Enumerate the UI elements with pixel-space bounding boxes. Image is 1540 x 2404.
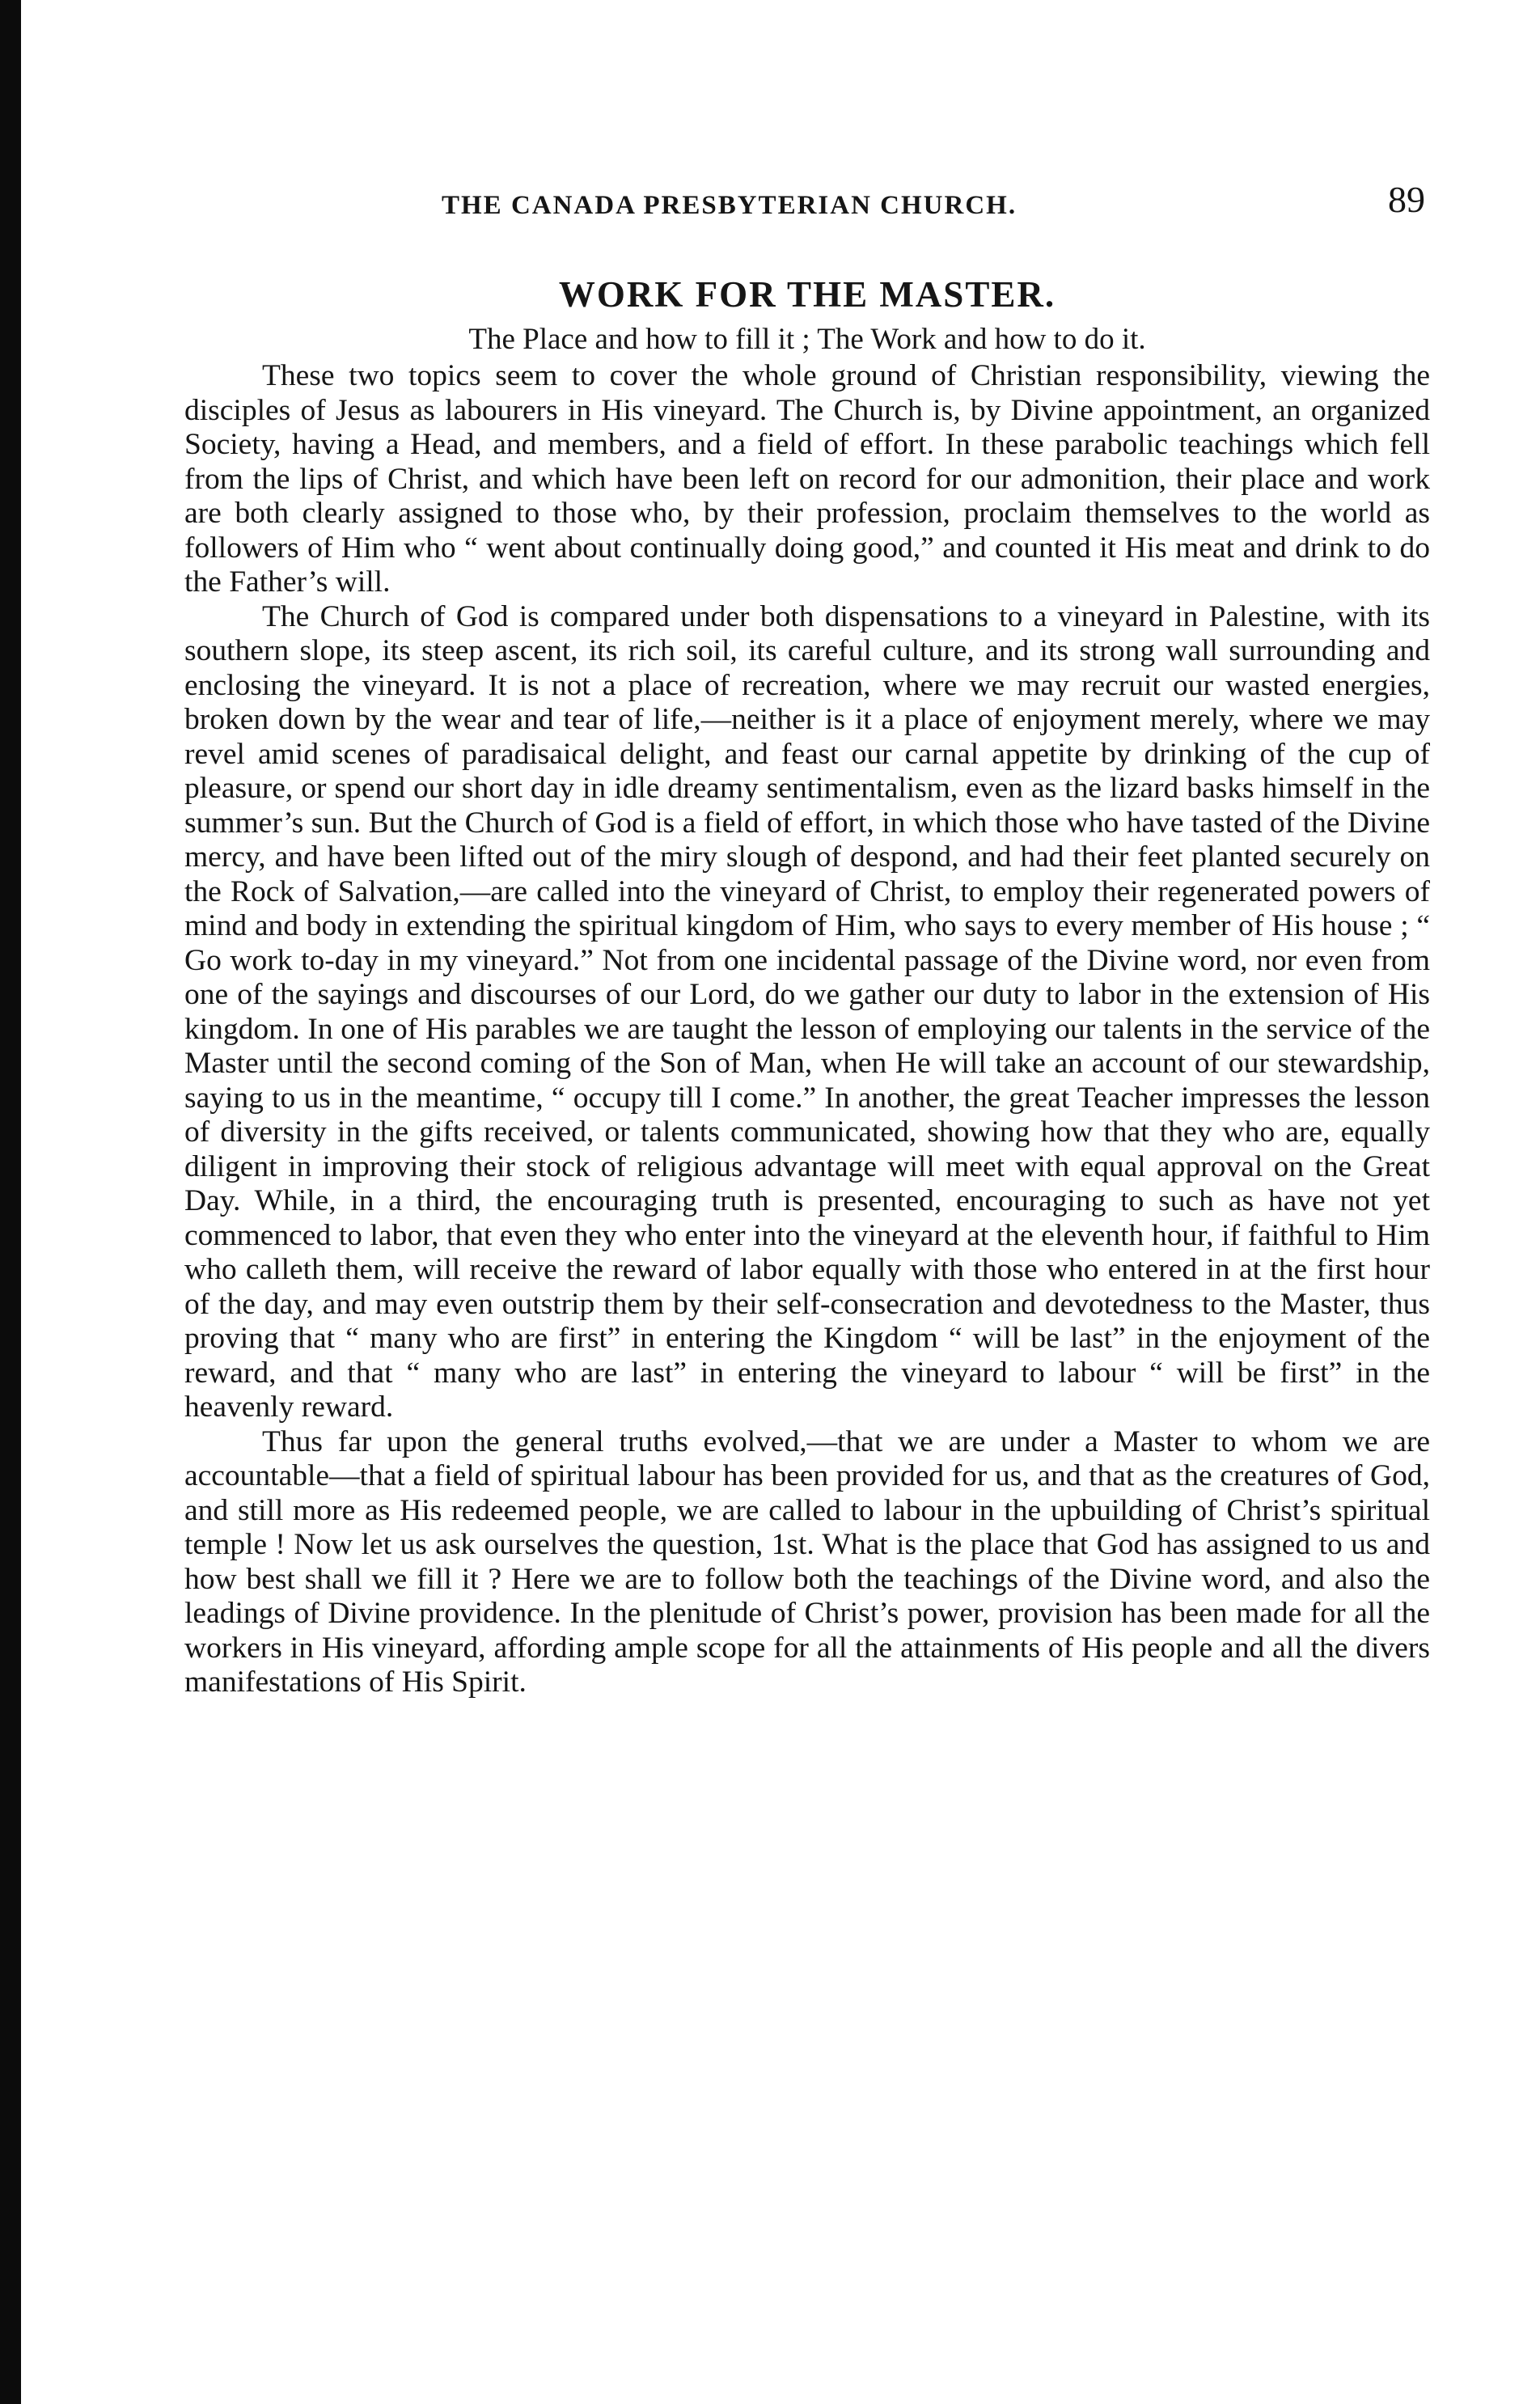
page-number: 89 [1388,179,1425,220]
book-page [184,178,1430,1700]
paragraph: Thus far upon the general truths evolved,—that we are under a Master to whom we are accountable—that a field of spiritual labour has been provided for us, and that as the creatures of God, and still more as His redeemed people, we are called to labour in the upbuilding of Christ’s spiritual temple ! Now let us ask ourselves the question, 1st. What is the place that God has assigned to us and how best shall we fill it ? Here we are to follow both the teachings of the Divine word, and also the leadings of Divine providence. In the plenitude of Christ’s power, provision has been made for all the workers in His vineyard, affording ample scope for all the attainments of His people and all the divers manifestations of His Spirit. [184,1424,1430,1699]
running-head-title: THE CANADA PRESBYTERIAN CHURCH. [442,191,1018,220]
article-body [184,359,1430,1700]
paragraph: These two topics seem to cover the whole ground of Christian responsibility, viewing the disciples of Jesus as labourers in His vineyard. The Church is, by Divine appointment, an organized Society, having a Head, and members, and a field of effort. In these parabolic teachings which fell from the lips of Christ, and which have been left on record for our admonition, their place and work are both clearly assigned to those who, by their profession, proclaim themselves to the world as followers of Him who “ went about continually doing good,” and counted it His meat and drink to do the Father’s will. [184,359,1430,599]
article-title: WORK FOR THE MASTER. [558,274,1056,315]
running-head [184,178,1430,226]
paragraph: The Church of God is compared under both dispensations to a vineyard in Palestine, with its southern slope, its steep ascent, its rich soil, its careful culture, and its strong wall surrounding and enclosing the vineyard. It is not a place of recreation, where we may recruit our wasted energies, broken down by the wear and tear of life,—neither is it a place of enjoyment merely, where we may revel amid scenes of paradisaical delight, and feast our carnal appetite by drinking of the cup of pleasure, or spend our short day in idle dreamy sentimentalism, even as the lizard basks himself in the summer’s sun. But the Church of God is a field of effort, in which those who have tasted of the Divine mercy, and have been lifted out of the miry slough of despond, and had their feet planted securely on the Rock of Salvation,—are called into the vineyard of Christ, to employ their regenerated powers of mind and body in extending the spiritual kingdom of Him, who says to every member of His house ; “ Go work to-day in my vineyard.” Not from one incidental passage of the Divine word, nor even from one of the sayings and discourses of our Lord, do we gather our duty to labor in the extension of His kingdom. In one of His parables we are taught the lesson of employing our talents in the service of the Master until the second coming of the Son of Man, when He will take an account of our stewardship, saying to us in the meantime, “ occupy till I come.” In another, the great Teacher impresses the lesson of diversity in the gifts received, or talents communicated, showing how that they who are, equally diligent in improving their stock of religious advantage will meet with equal approval on the Great Day. While, in a third, the encouraging truth is presented, encouraging to such as have not yet commenced to labor, that even they who enter into the vineyard at the eleventh hour, if faithful to Him who calleth them, will receive the reward of labor equally with those who entered in at the first hour of the day, and may even outstrip them by their self-consecration and devotedness to the Master, thus proving that “ many who are first” in entering the Kingdom “ will be last” in the enjoyment of the reward, and that “ many who are last” in entering the vineyard to labour “ will be first” in the heavenly reward. [184,599,1430,1424]
book-spine-shadow [0,0,21,2404]
article-subtitle: The Place and how to fill it ; The Work and how to do it. [468,323,1146,356]
